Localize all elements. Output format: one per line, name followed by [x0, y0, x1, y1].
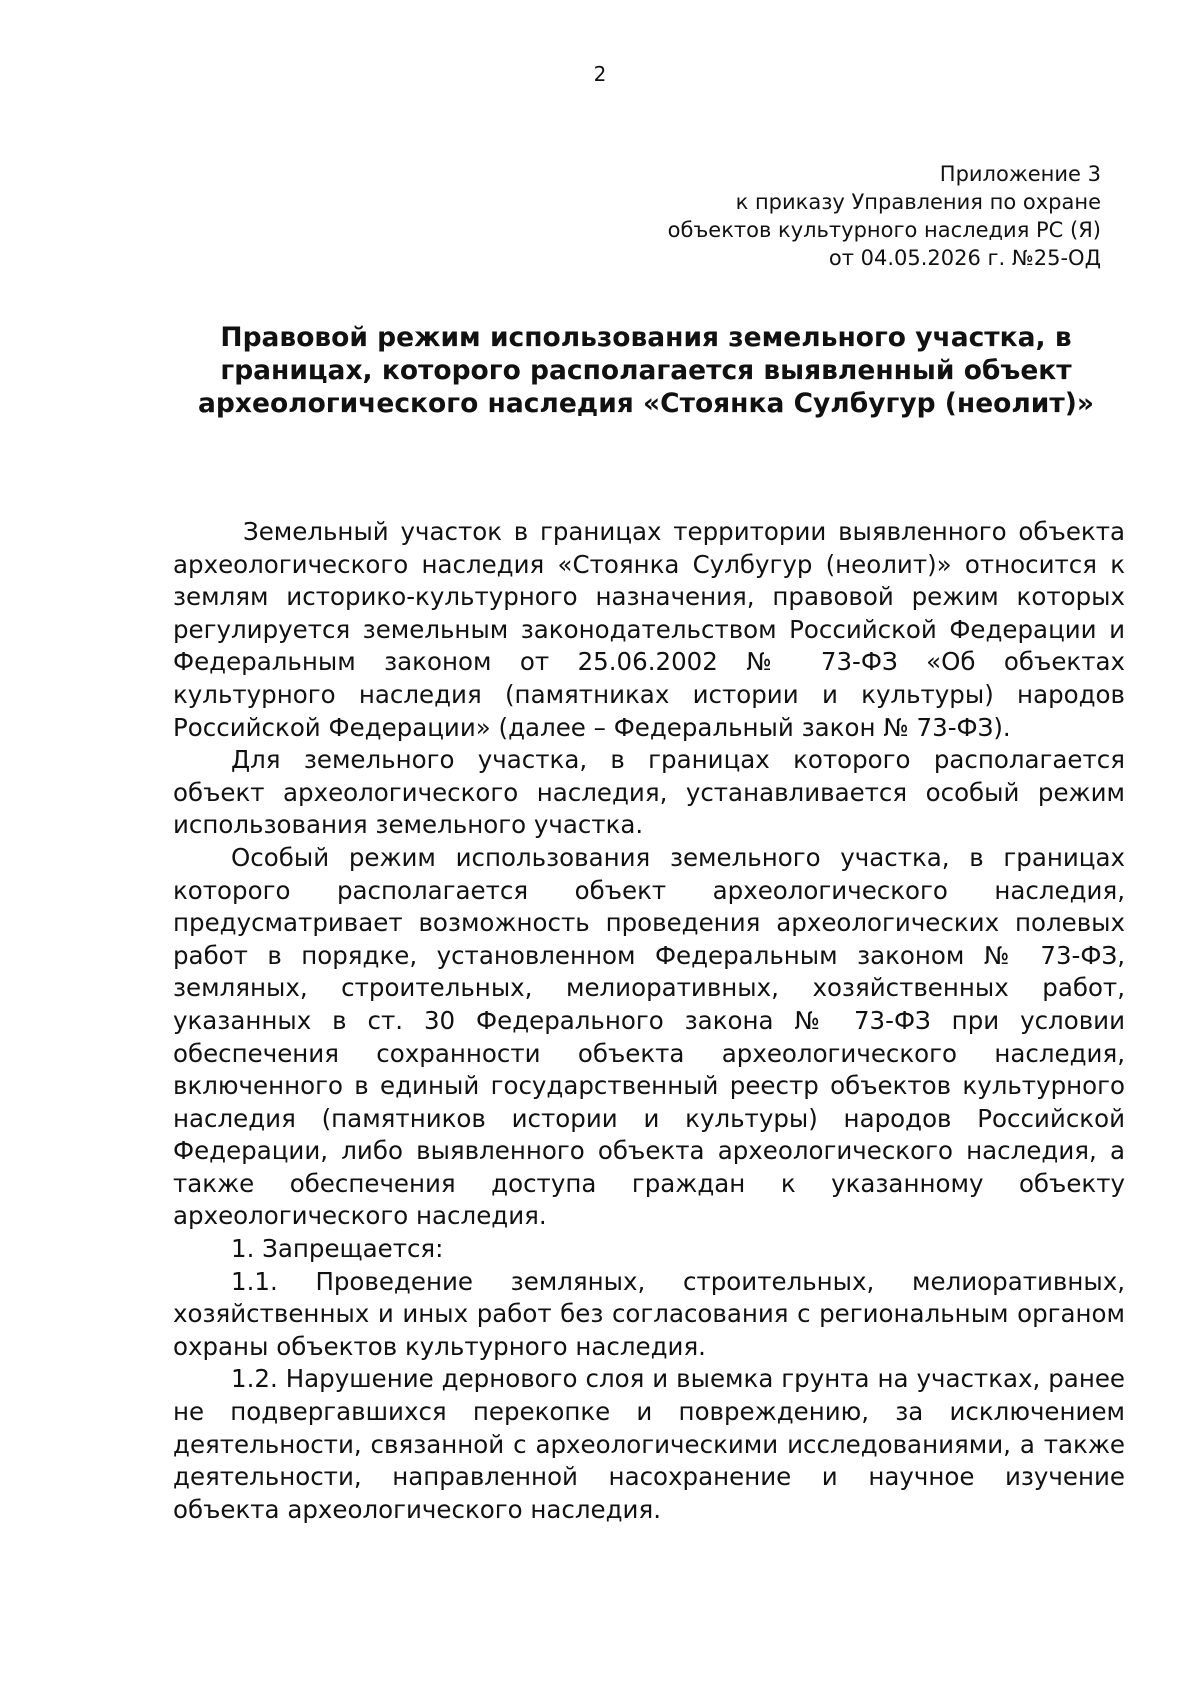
document-title: Правовой режим использования земельного участка, в границах, которого располагается выявленный объект археологического наследия «Стоянка Сулбугур (неолит)» [198, 322, 1094, 419]
list-item: 1.1. Проведение земляных, строительных, мелиоративных, хозяйственных и иных работ без согласования с региональным органом охраны объектов культурного наследия. [173, 1266, 1125, 1361]
appendix-line: к приказу Управления по охране [735, 190, 1101, 214]
paragraph: Для земельного участка, в границах которого располагается объект археологического наследия, устанавливается особый режим использования земельного участка. [173, 745, 1125, 840]
paragraph: Особый режим использования земельного участка, в границах которого располагается объект археологического наследия, предусматривает возможность проведения археологических полевых работ в порядке, установленном Федеральным законом № 73-ФЗ, земляных, строительных, мелиоративных, хозяйственных работ, указанных в ст. 30 Федерального закона № 73-ФЗ при условии обеспечения сохранности объекта археологического наследия, включенного в единый государственный реестр объектов культурного наследия (памятников истории и культуры) народов Российской Федерации, либо выявленного объекта археологического наследия, а также обеспечения доступа граждан к указанному объекту археологического наследия. [173, 842, 1125, 1231]
appendix-header [501, 160, 1101, 272]
appendix-line: Приложение 3 [939, 162, 1101, 186]
appendix-line: от 04.05.2026 г. №25-ОД [828, 246, 1101, 270]
document-body [173, 516, 1125, 1526]
list-item: 1.2. Нарушение дернового слоя и выемка грунта на участках, ранее не подвергавшихся перекопке и повреждению, за исключением деятельности, связанной с археологическими исследованиями, а также деятельности, направленной насохранение и научное изучение объекта археологического наследия. [173, 1364, 1125, 1524]
appendix-line: объектов культурного наследия РС (Я) [667, 218, 1101, 242]
list-heading: 1. Запрещается: [231, 1234, 444, 1264]
page-number: 2 [593, 62, 607, 86]
paragraph: Земельный участок в границах территории выявленного объекта археологического наследия «Стоянка Сулбугур (неолит)» относится к землям историко-культурного назначения, правовой режим которых регулируется земельным законодательством Российской Федерации и Федеральным законом от 25.06.2002 № 73-ФЗ «Об объектах культурного наследия (памятниках истории и культуры) народов Российской Федерации» (далее – Федеральный закон № 73-ФЗ). [173, 517, 1125, 742]
